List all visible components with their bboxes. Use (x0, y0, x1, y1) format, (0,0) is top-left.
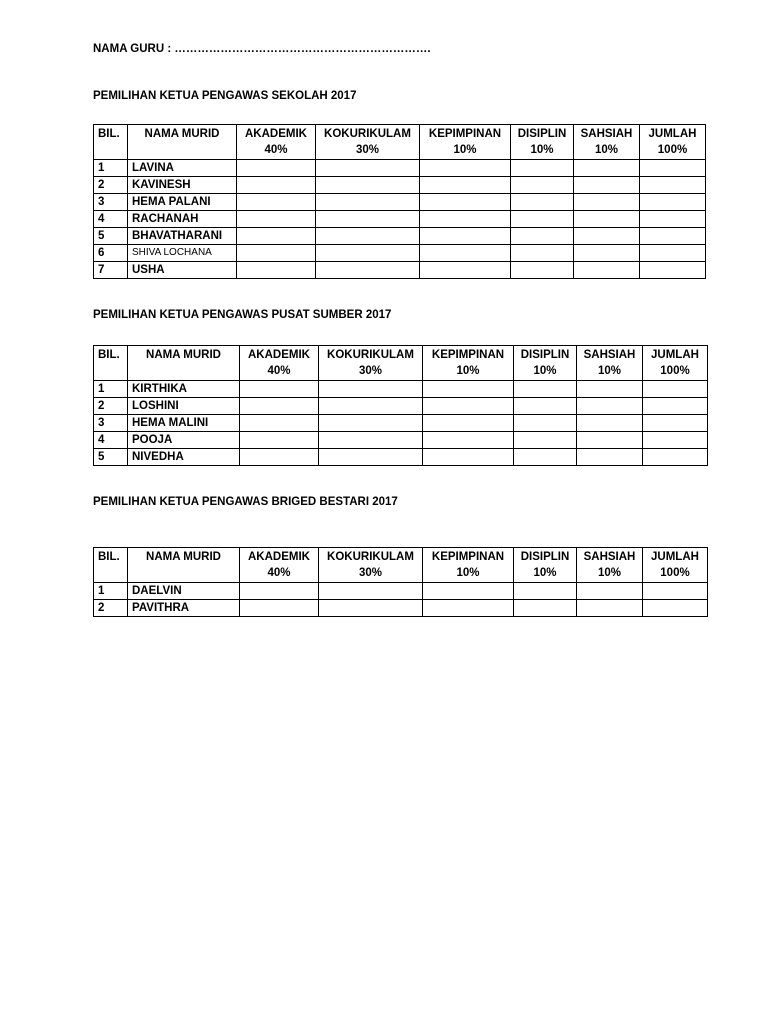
score-cell[interactable] (511, 262, 574, 279)
col-disiplin: DISIPLIN 10% (511, 125, 574, 160)
table-row (94, 194, 706, 211)
col-bil: BIL. (94, 548, 128, 583)
row-number: 4 (94, 211, 128, 228)
score-cell[interactable] (514, 449, 577, 466)
student-name: SHIVA LOCHANA (128, 245, 237, 262)
score-cell[interactable] (577, 432, 643, 449)
score-cell[interactable] (240, 415, 319, 432)
col-akademik: AKADEMIK 40% (237, 125, 316, 160)
score-cell[interactable] (423, 432, 514, 449)
score-cell[interactable] (420, 211, 511, 228)
score-cell[interactable] (420, 262, 511, 279)
student-name: PAVITHRA (128, 600, 240, 617)
section-title-sekolah: PEMILIHAN KETUA PENGAWAS SEKOLAH 2017 (93, 90, 357, 102)
col-kepimpinan: KEPIMPINAN 10% (423, 548, 514, 583)
score-cell[interactable] (240, 449, 319, 466)
col-nama-murid: NAMA MURID (128, 346, 240, 381)
score-cell[interactable] (423, 449, 514, 466)
col-disiplin: DISIPLIN 10% (514, 548, 577, 583)
score-cell[interactable] (240, 583, 319, 600)
col-kokurikulam: KOKURIKULAM 30% (316, 125, 420, 160)
score-cell[interactable] (514, 381, 577, 398)
score-cell[interactable] (420, 160, 511, 177)
score-cell[interactable] (316, 177, 420, 194)
score-cell[interactable] (319, 415, 423, 432)
score-cell[interactable] (316, 262, 420, 279)
score-cell[interactable] (511, 228, 574, 245)
score-cell[interactable] (316, 211, 420, 228)
student-name: KIRTHIKA (128, 381, 240, 398)
table-header-row (94, 548, 708, 583)
score-cell[interactable] (316, 245, 420, 262)
table-row (94, 177, 706, 194)
score-cell[interactable] (643, 600, 708, 617)
teacher-name-line: NAMA GURU : …………………………………………………………. (93, 43, 431, 55)
row-number: 1 (94, 381, 128, 398)
score-table-briged-bestari (93, 547, 708, 617)
score-cell[interactable] (643, 415, 708, 432)
score-cell[interactable] (420, 194, 511, 211)
score-cell[interactable] (574, 194, 640, 211)
score-cell[interactable] (237, 160, 316, 177)
score-cell[interactable] (574, 228, 640, 245)
col-jumlah: JUMLAH 100% (643, 346, 708, 381)
row-number: 2 (94, 177, 128, 194)
score-cell[interactable] (574, 160, 640, 177)
col-kepimpinan: KEPIMPINAN 10% (420, 125, 511, 160)
score-cell[interactable] (640, 194, 706, 211)
row-number: 1 (94, 160, 128, 177)
score-cell[interactable] (237, 194, 316, 211)
score-cell[interactable] (574, 211, 640, 228)
student-name: BHAVATHARANI (128, 228, 237, 245)
score-cell[interactable] (640, 228, 706, 245)
table-row (94, 432, 708, 449)
row-number: 2 (94, 398, 128, 415)
student-name: HEMA PALANI (128, 194, 237, 211)
score-cell[interactable] (420, 177, 511, 194)
table-row (94, 600, 708, 617)
score-cell[interactable] (640, 262, 706, 279)
col-sahsiah: SAHSIAH 10% (577, 346, 643, 381)
section-title-pusat-sumber: PEMILIHAN KETUA PENGAWAS PUSAT SUMBER 2017 (93, 309, 392, 321)
score-cell[interactable] (420, 228, 511, 245)
score-cell[interactable] (574, 245, 640, 262)
row-number: 5 (94, 228, 128, 245)
score-table-sekolah (93, 124, 706, 279)
table-row (94, 262, 706, 279)
score-cell[interactable] (514, 583, 577, 600)
score-cell[interactable] (640, 177, 706, 194)
score-cell[interactable] (237, 228, 316, 245)
row-number: 7 (94, 262, 128, 279)
score-cell[interactable] (577, 398, 643, 415)
score-cell[interactable] (640, 160, 706, 177)
score-cell[interactable] (511, 194, 574, 211)
score-cell[interactable] (240, 600, 319, 617)
col-disiplin: DISIPLIN 10% (514, 346, 577, 381)
score-cell[interactable] (640, 211, 706, 228)
col-bil: BIL. (94, 346, 128, 381)
score-cell[interactable] (316, 194, 420, 211)
table-row (94, 583, 708, 600)
score-cell[interactable] (423, 398, 514, 415)
table-row (94, 160, 706, 177)
row-number: 1 (94, 583, 128, 600)
student-name: USHA (128, 262, 237, 279)
col-nama-murid: NAMA MURID (128, 548, 240, 583)
col-jumlah: JUMLAH 100% (640, 125, 706, 160)
score-cell[interactable] (423, 381, 514, 398)
section-title-briged-bestari: PEMILIHAN KETUA PENGAWAS BRIGED BESTARI 2017 (93, 496, 398, 508)
table-header-row (94, 125, 706, 160)
row-number: 6 (94, 245, 128, 262)
score-cell[interactable] (240, 432, 319, 449)
score-cell[interactable] (577, 583, 643, 600)
row-number: 3 (94, 415, 128, 432)
col-nama-murid: NAMA MURID (128, 125, 237, 160)
score-cell[interactable] (511, 211, 574, 228)
score-cell[interactable] (511, 245, 574, 262)
col-kepimpinan: KEPIMPINAN 10% (423, 346, 514, 381)
score-cell[interactable] (319, 432, 423, 449)
score-cell[interactable] (240, 381, 319, 398)
score-cell[interactable] (577, 415, 643, 432)
student-name: NIVEDHA (128, 449, 240, 466)
table-row (94, 415, 708, 432)
row-number: 2 (94, 600, 128, 617)
col-sahsiah: SAHSIAH 10% (577, 548, 643, 583)
table-row (94, 398, 708, 415)
score-cell[interactable] (316, 228, 420, 245)
score-cell[interactable] (319, 381, 423, 398)
score-cell[interactable] (423, 583, 514, 600)
student-name: POOJA (128, 432, 240, 449)
score-cell[interactable] (237, 177, 316, 194)
col-bil: BIL. (94, 125, 128, 160)
student-name: KAVINESH (128, 177, 237, 194)
score-cell[interactable] (511, 177, 574, 194)
score-cell[interactable] (423, 600, 514, 617)
score-cell[interactable] (240, 398, 319, 415)
table-row (94, 228, 706, 245)
score-cell[interactable] (420, 245, 511, 262)
score-cell[interactable] (237, 245, 316, 262)
col-akademik: AKADEMIK 40% (240, 346, 319, 381)
score-cell[interactable] (640, 245, 706, 262)
table-row (94, 381, 708, 398)
score-cell[interactable] (423, 415, 514, 432)
score-cell[interactable] (643, 449, 708, 466)
student-name: LOSHINI (128, 398, 240, 415)
score-cell[interactable] (316, 160, 420, 177)
score-cell[interactable] (511, 160, 574, 177)
score-cell[interactable] (643, 583, 708, 600)
score-cell[interactable] (643, 398, 708, 415)
col-kokurikulam: KOKURIKULAM 30% (319, 548, 423, 583)
row-number: 5 (94, 449, 128, 466)
col-jumlah: JUMLAH 100% (643, 548, 708, 583)
score-table-pusat-sumber (93, 345, 708, 466)
score-cell[interactable] (237, 262, 316, 279)
row-number: 4 (94, 432, 128, 449)
score-cell[interactable] (319, 583, 423, 600)
score-cell[interactable] (514, 432, 577, 449)
score-cell[interactable] (574, 177, 640, 194)
row-number: 3 (94, 194, 128, 211)
score-cell[interactable] (319, 398, 423, 415)
score-cell[interactable] (319, 449, 423, 466)
score-cell[interactable] (577, 600, 643, 617)
score-cell[interactable] (514, 398, 577, 415)
table-row (94, 211, 706, 228)
score-cell[interactable] (643, 381, 708, 398)
score-cell[interactable] (319, 600, 423, 617)
score-cell[interactable] (237, 211, 316, 228)
table-row (94, 449, 708, 466)
student-name: LAVINA (128, 160, 237, 177)
col-akademik: AKADEMIK 40% (240, 548, 319, 583)
col-kokurikulam: KOKURIKULAM 30% (319, 346, 423, 381)
col-sahsiah: SAHSIAH 10% (574, 125, 640, 160)
table-row (94, 245, 706, 262)
student-name: DAELVIN (128, 583, 240, 600)
score-cell[interactable] (514, 415, 577, 432)
student-name: RACHANAH (128, 211, 237, 228)
score-cell[interactable] (574, 262, 640, 279)
score-cell[interactable] (514, 600, 577, 617)
table-header-row (94, 346, 708, 381)
score-cell[interactable] (643, 432, 708, 449)
score-cell[interactable] (577, 449, 643, 466)
score-cell[interactable] (577, 381, 643, 398)
student-name: HEMA MALINI (128, 415, 240, 432)
